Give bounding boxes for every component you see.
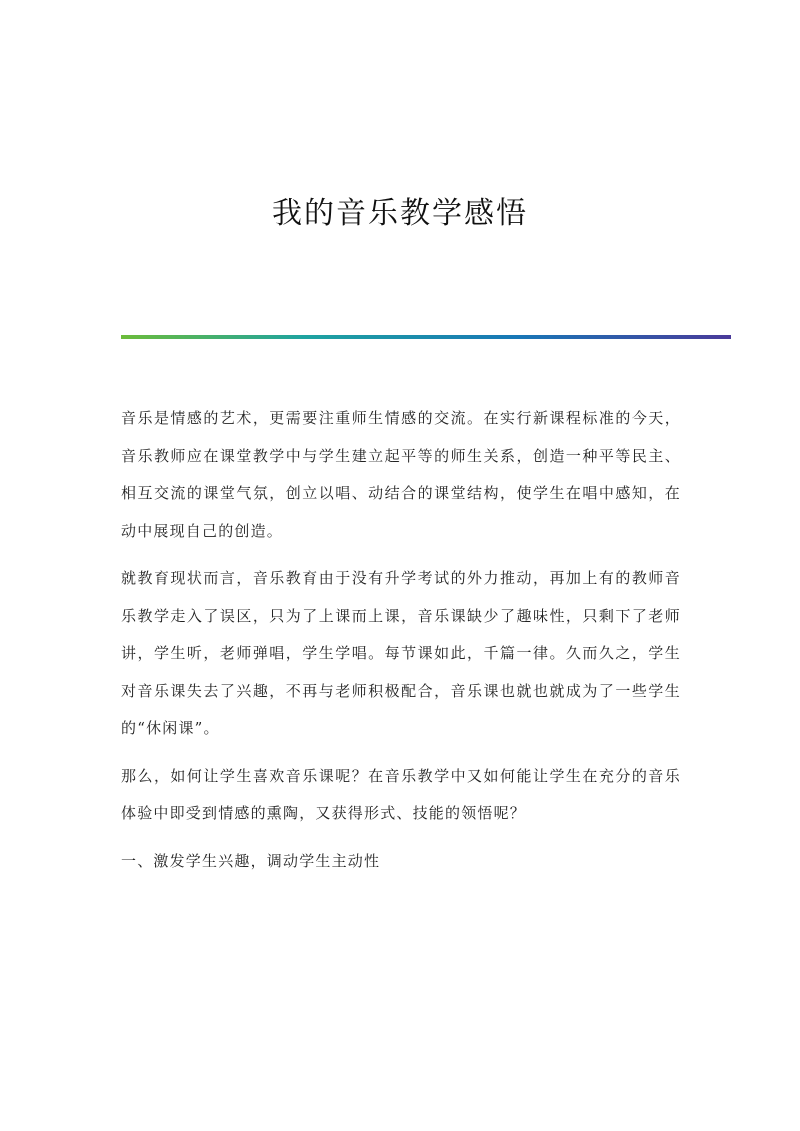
document-body [121,400,681,890]
page-title: 我的音乐教学感悟 [272,196,528,231]
paragraph-1: 音乐是情感的艺术，更需要注重师生情感的交流。在实行新课程标准的今天，音乐教师应在课堂教学中与学生建立起平等的师生关系，创造一种平等民主、相互交流的课堂气氛，创立以唱、动结合的课堂结构，使学生在唱中感知，在动中展现自己的创造。 [121,409,681,540]
paragraph-3: 那么，如何让学生喜欢音乐课呢？在音乐教学中又如何能让学生在充分的音乐体验中即受到情感的熏陶，又获得形式、技能的领悟呢？ [121,766,681,822]
paragraph-2: 就教育现状而言，音乐教育由于没有升学考试的外力推动，再加上有的教师音乐教学走入了误区，只为了上课而上课，音乐课缺少了趣味性，只剩下了老师讲，学生听，老师弹唱，学生学唱。每节课如此，千篇一律。久而久之，学生对音乐课失去了兴趣，不再与老师积极配合，音乐课也就也就成为了一些学生的“休闲课”。 [121,569,681,737]
title-divider [121,335,731,339]
section-heading: 一、激发学生兴趣，调动学生主动性 [121,851,381,870]
